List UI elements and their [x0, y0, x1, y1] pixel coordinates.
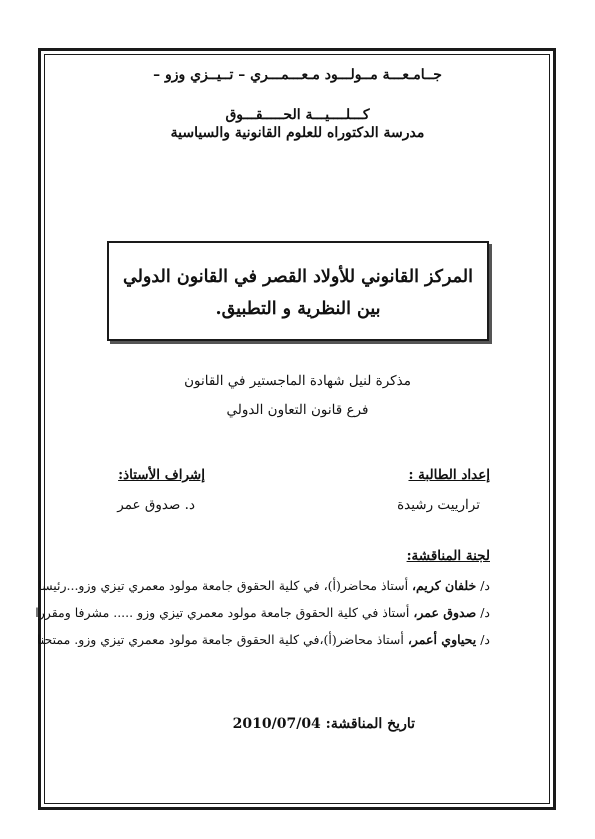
- member-name: صدوق عمر،: [413, 605, 477, 620]
- committee-member: [38, 578, 490, 593]
- university-name: جــامـعـــة مــولـــود مـعـــمـــري – تــيــزي وزو –: [153, 67, 442, 83]
- member-prefix: د/: [480, 632, 490, 647]
- committee-label: لجنة المناقشة:: [406, 548, 490, 564]
- member-details: أستاذ محاضر(أ)، في كلية الحقوق جامعة مولود معمري تيزي وزو...رئيسا: [38, 578, 413, 593]
- committee-member: [37, 632, 490, 647]
- member-name: يحياوي أعمر،: [407, 632, 477, 647]
- defense-date: [233, 716, 415, 732]
- defense-date-label: تاريخ المناقشة:: [320, 716, 415, 732]
- member-details: أستاذ في كلية الحقوق جامعة مولود معمري تيزي وزو ..... مشرفا ومقررا: [35, 605, 414, 620]
- member-prefix: د/: [480, 605, 490, 620]
- page-border-inner: [44, 54, 550, 804]
- thesis-purpose: مذكرة لنيل شهادة الماجستير في القانون: [184, 373, 411, 389]
- supervisor-label: إشراف الأستاذ:: [118, 467, 205, 483]
- supervisor-name: د. صدوق عمر: [117, 497, 195, 513]
- member-name: خلفان كريم،: [412, 578, 477, 593]
- thesis-title-line-2: بين النظرية و التطبيق.: [215, 299, 381, 319]
- member-details: أستاذ محاضر(أ)،في كلية الحقوق جامعة مولود معمري تيزي وزو. ممتحنا: [36, 632, 408, 647]
- member-prefix: د/: [480, 578, 490, 593]
- thesis-title-line-1: المركز القانوني للأولاد القصر في القانون الدولي: [123, 267, 473, 287]
- thesis-branch: فرع قانون التعاون الدولي: [226, 402, 369, 418]
- committee-member: [35, 605, 490, 620]
- defense-date-value: 2010/07/04: [232, 716, 321, 732]
- doctoral-school-name: مدرسة الدكتوراه للعلوم القانونية والسياسية: [170, 125, 425, 141]
- prepared-by-label: إعداد الطالبة :: [408, 467, 490, 483]
- thesis-title-box: [107, 241, 489, 341]
- student-name: ترارييت رشيدة: [397, 497, 480, 513]
- faculty-name: كـــلــــيـــة الحـــــقـــوق: [225, 107, 370, 123]
